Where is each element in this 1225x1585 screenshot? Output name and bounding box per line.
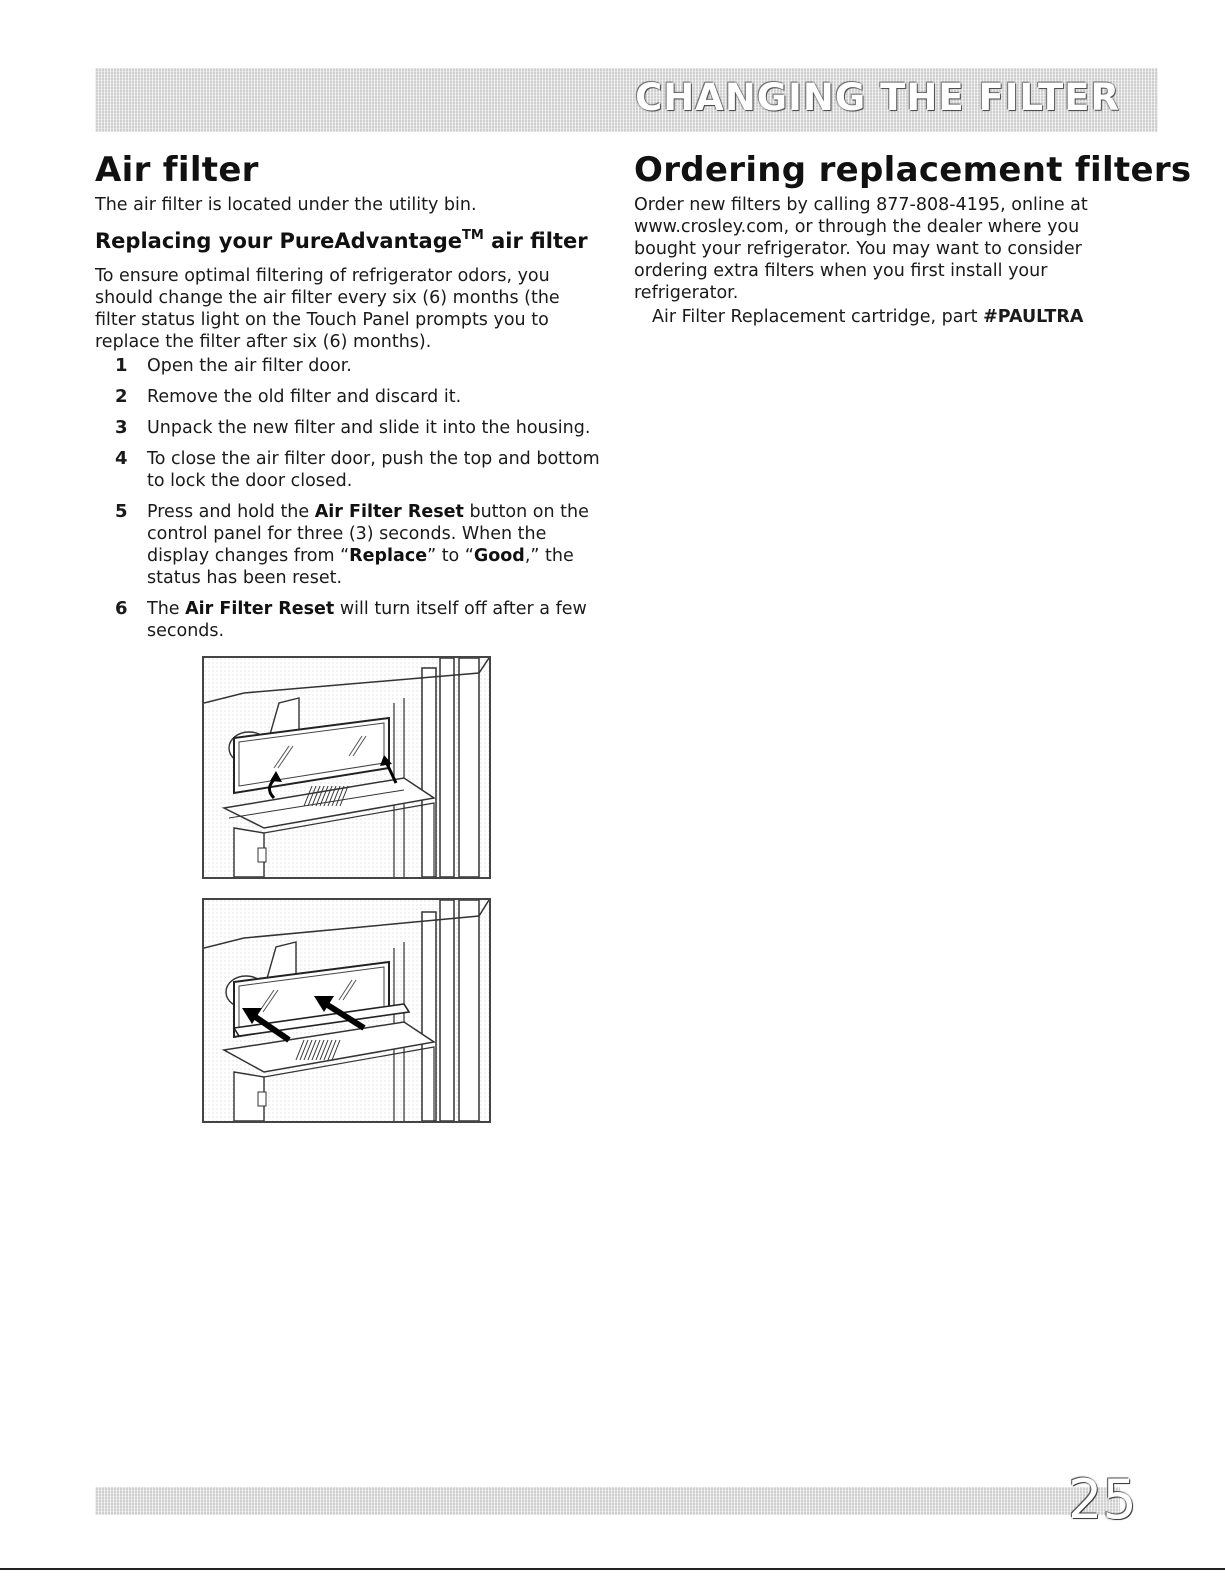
part-number: #PAULTRA (983, 307, 1084, 327)
step-item (110, 386, 610, 408)
illustration-2-drawing (204, 900, 489, 1121)
trademark-mark: TM (462, 228, 484, 243)
step-text-mid: ” to “ (427, 546, 474, 566)
air-filter-reset-label: Air Filter Reset (185, 599, 335, 619)
replacing-filter-paragraph: To ensure optimal filtering of refrigerator odors, you should change the air filter every six (6) months (the filter status light on the Touch Panel prompts you to replace the filter after six (6) months). (95, 266, 560, 352)
step-item (110, 501, 610, 589)
step-text-mid: button on the control panel for three (3) seconds. When the display changes from “ (147, 502, 589, 566)
step-text: Unpack the new filter and slide it into the housing. (147, 418, 591, 438)
step-number: 5 (115, 501, 128, 522)
replacing-filter-subheading (95, 229, 588, 253)
step-number: 1 (115, 355, 128, 376)
step-text: To close the air filter door, push the top and bottom to lock the door closed. (147, 449, 600, 491)
air-filter-insert-illustration (202, 898, 491, 1123)
header-band (95, 68, 1158, 132)
part-number-line (652, 306, 1152, 328)
step-number: 2 (115, 386, 128, 407)
air-filter-heading: Air filter (95, 150, 259, 190)
step-item (110, 417, 610, 439)
subheading-suffix: air filter (483, 229, 588, 253)
ordering-filters-paragraph: Order new filters by calling 877-808-4195, online at www.crosley.com, or through the dealer where you bought your refrigerator. You may want to consider ordering extra filters when you first install your refrigerator. (634, 195, 1088, 303)
step-number: 4 (115, 448, 128, 469)
step-item (110, 598, 610, 642)
step-text: Remove the old filter and discard it. (147, 387, 462, 407)
illustration-1-drawing (204, 658, 489, 877)
ordering-filters-heading: Ordering replacement filters (634, 150, 1192, 190)
air-filter-intro: The air filter is located under the utility bin. (95, 195, 477, 215)
step-text-post: ,” the status has been reset. (147, 546, 574, 588)
step-text-pre: The (147, 599, 186, 619)
footer-band (95, 1487, 1120, 1515)
part-number-prefix: Air Filter Replacement cartridge, part (652, 307, 984, 327)
section-title: CHANGING THE FILTER (635, 76, 1120, 119)
replace-label: Replace (349, 546, 428, 566)
step-text-pre: Press and hold the (147, 502, 315, 522)
bottom-rule (0, 1568, 1225, 1570)
step-item (110, 355, 610, 377)
good-label: Good (473, 546, 525, 566)
step-number: 3 (115, 417, 128, 438)
air-filter-door-open-illustration (202, 656, 491, 879)
subheading-text: Replacing your PureAdvantage (95, 229, 463, 253)
step-text-post: will turn itself off after a few seconds. (147, 599, 587, 641)
air-filter-reset-label: Air Filter Reset (314, 502, 464, 522)
page-number: 25 (1068, 1468, 1137, 1531)
step-text: Open the air filter door. (147, 356, 352, 376)
steps-list (110, 355, 610, 651)
step-item (110, 448, 610, 492)
step-number: 6 (115, 598, 128, 619)
